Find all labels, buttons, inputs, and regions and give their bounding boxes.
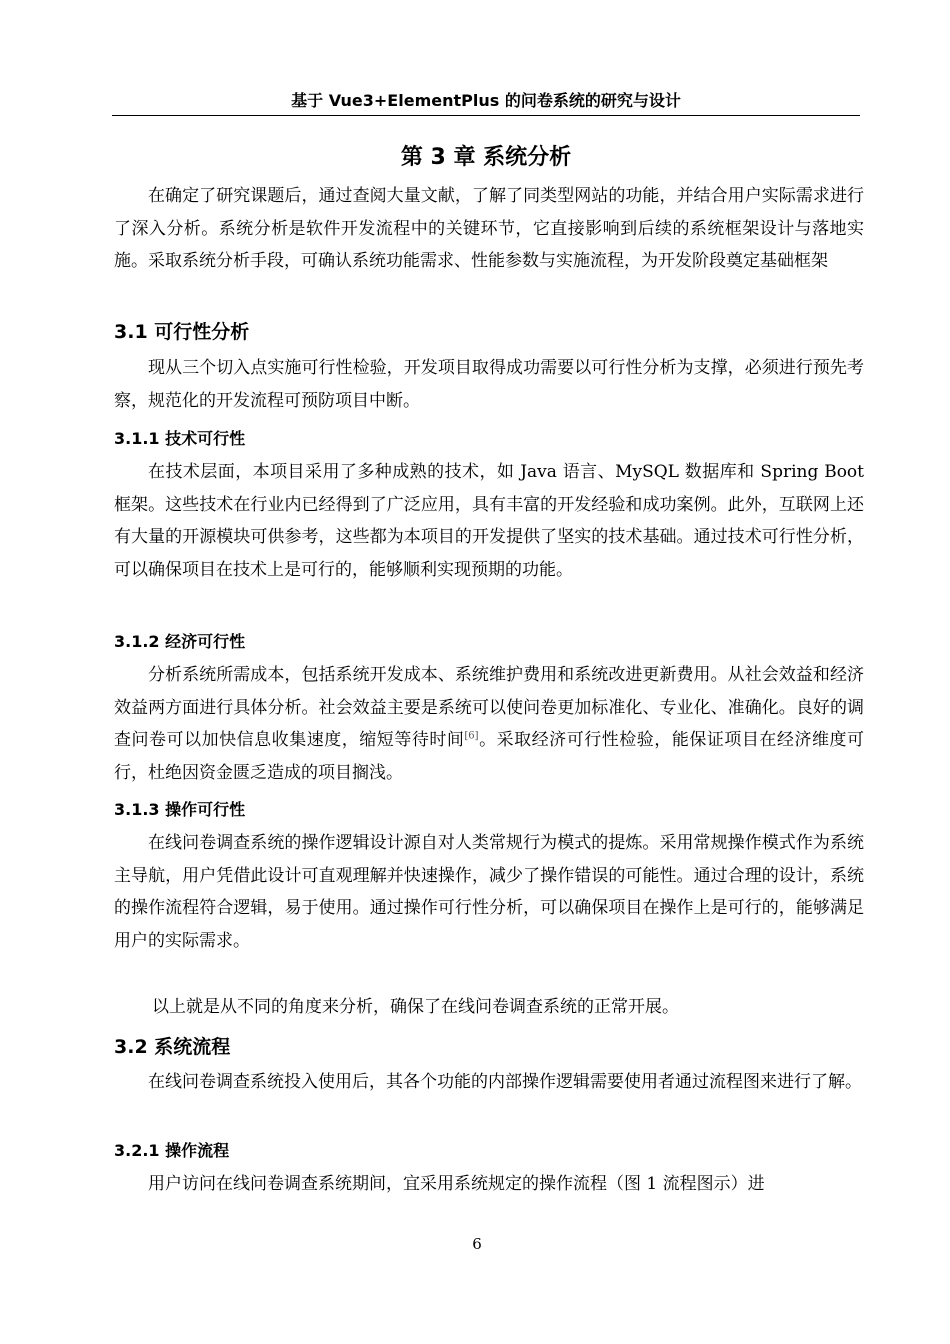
header-rule: [112, 115, 860, 116]
section-3-1-3-paragraph: 在线问卷调查系统的操作逻辑设计源自对人类常规行为模式的提炼。采用常规操作模式作为系统主导航，用户凭借此设计可直观理解并快速操作，减少了操作错误的可能性。通过合理的设计，系统的操作流程符合逻辑，易于使用。通过操作可行性分析，可以确保项目在操作上是可行的，能够满足用户的实际需求。: [114, 833, 864, 951]
section-3-1-2-paragraph: [114, 659, 864, 789]
section-3-1-1-heading: 3.1.1 技术可行性: [114, 429, 246, 448]
section-3-2-1-paragraph: 用户访问在线问卷调查系统期间，宜采用系统规定的操作流程（图 1 流程图示）进: [148, 1174, 765, 1194]
running-header: 基于 Vue3+ElementPlus 的问卷系统的研究与设计: [291, 91, 681, 110]
section-3-2-paragraph: 在线问卷调查系统投入使用后，其各个功能的内部操作逻辑需要使用者通过流程图来进行了解。: [148, 1072, 862, 1092]
chapter-intro-paragraph: 在确定了研究课题后，通过查阅大量文献，了解了同类型网站的功能，并结合用户实际需求进行了深入分析。系统分析是软件开发流程中的关键环节，它直接影响到后续的系统框架设计与落地实施。采取系统分析手段，可确认系统功能需求、性能参数与实施流程，为开发阶段奠定基础框架: [114, 186, 864, 271]
section-3-1-paragraph: 现从三个切入点实施可行性检验，开发项目取得成功需要以可行性分析为支撑，必须进行预先考察，规范化的开发流程可预防项目中断。: [114, 358, 864, 411]
page-number: 6: [472, 1235, 482, 1253]
section-3-1-heading: 3.1 可行性分析: [114, 321, 250, 343]
section-3-2-heading: 3.2 系统流程: [114, 1036, 231, 1058]
section-3-1-2-text-b: 。采取经济可行性检验，能保证项目在经济维度可行，杜绝因资金匮乏造成的项目搁浅。: [114, 730, 865, 783]
section-3-1-3-heading: 3.1.3 操作可行性: [114, 800, 246, 819]
summary-paragraph: 以上就是从不同的角度来分析，确保了在线问卷调查系统的正常开展。: [152, 997, 679, 1017]
section-3-1-2-text-a: 分析系统所需成本，包括系统开发成本、系统维护费用和系统改进更新费用。从社会效益和经济效益两方面进行具体分析。社会效益主要是系统可以使问卷更加标准化、专业化、准确化。良好的调查问卷可以加快信息收集速度，缩短等待时间: [114, 665, 864, 750]
section-3-1-1-paragraph: 在技术层面，本项目采用了多种成熟的技术，如 Java 语言、MySQL 数据库和 Spring Boot 框架。这些技术在行业内已经得到了广泛应用，具有丰富的开发经验和成功案例。此外，互联网上还有大量的开源模块可供参考，这些都为本项目的开发提供了坚实的技术基础。通过技术可行性分析，可以确保项目在技术上是可行的，能够顺利实现预期的功能。: [114, 462, 864, 580]
citation-marker: [6]: [464, 730, 479, 742]
chapter-title: 第 3 章 系统分析: [400, 145, 572, 170]
section-3-1-2-heading: 3.1.2 经济可行性: [114, 632, 246, 651]
section-3-2-1-heading: 3.2.1 操作流程: [114, 1141, 230, 1160]
